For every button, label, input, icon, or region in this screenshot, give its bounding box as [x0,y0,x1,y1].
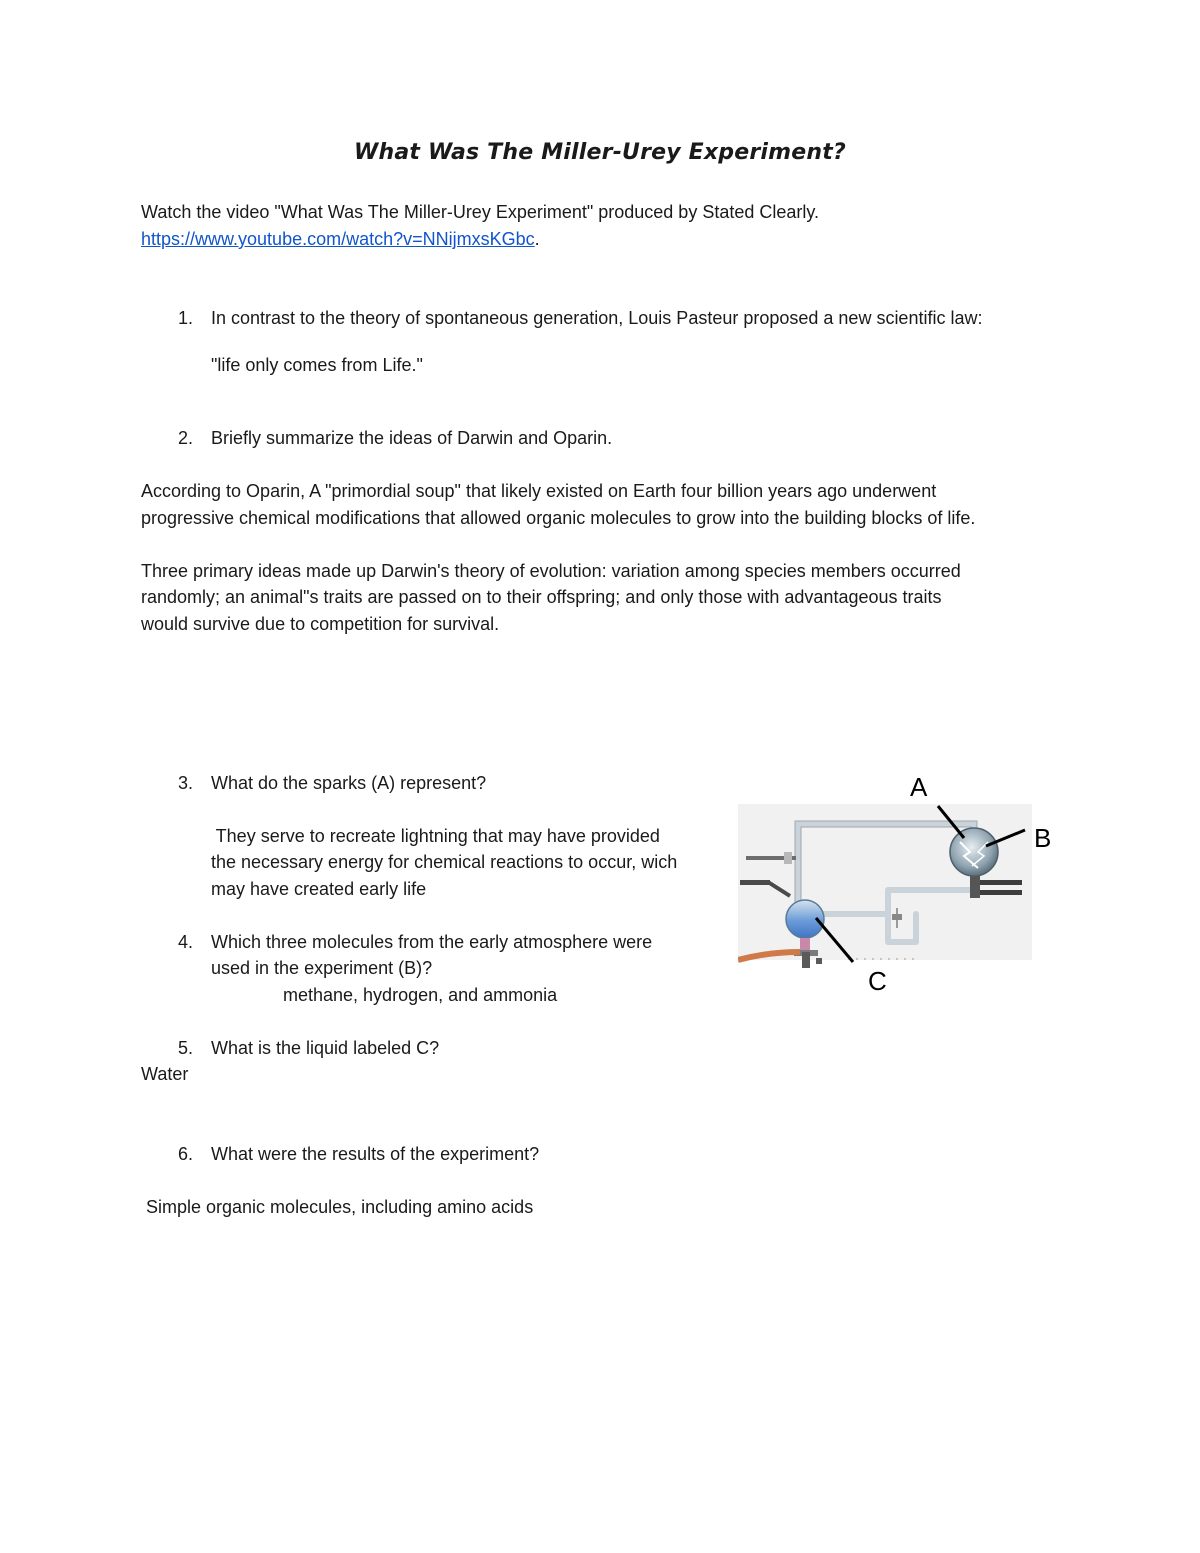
question-number: 3. [177,773,193,793]
answer-2-darwin-line: Three primary ideas made up Darwin's theory of evolution: variation among species members occurred [141,561,961,581]
answer-2-oparin-line: According to Oparin, A "primordial soup" that likely existed on Earth four billion years ago underwent [141,481,937,501]
answer-2-oparin-line: progressive chemical modifications that allowed organic molecules to grow into the building blocks of life. [141,508,976,528]
page-title: What Was The Miller-Urey Experiment? [354,140,846,165]
label-a: A [910,772,928,802]
miller-urey-apparatus-diagram [738,772,1058,1000]
stopcock [740,880,770,885]
answer-1: "life only comes from Life." [211,355,423,375]
question-1: In contrast to the theory of spontaneous generation, Louis Pasteur proposed a new scientific law: [211,308,983,328]
question-4-line: used in the experiment (B)? [211,958,433,978]
question-6: What were the results of the experiment? [211,1144,540,1164]
question-number: 6. [177,1144,193,1164]
gas-flask [950,828,998,876]
answer-3-line: may have created early life [211,879,427,899]
answer-5: Water [141,1064,189,1084]
label-c: C [868,966,887,996]
answer-2-darwin-line: randomly; an animal"s traits are passed on to their offspring; and only those with advantageous traits [141,587,942,607]
answer-3-line: the necessary energy for chemical reactions to occur, wich [211,852,678,872]
question-number: 5. [177,1038,193,1058]
answer-4: methane, hydrogen, and ammonia [283,985,558,1005]
question-number: 1. [177,308,193,328]
question-4-line: Which three molecules from the early atmosphere were [211,932,653,952]
link-suffix: . [534,229,540,249]
intro-text: Watch the video "What Was The Miller-Urey Experiment" produced by Stated Clearly. [141,202,820,222]
question-number: 2. [177,428,193,448]
video-link[interactable]: https://www.youtube.com/watch?v=NNijmxsKGbc [141,229,535,249]
answer-6: Simple organic molecules, including amino acids [141,1197,534,1217]
question-2: Briefly summarize the ideas of Darwin and Oparin. [211,428,613,448]
question-3: What do the sparks (A) represent? [211,773,487,793]
question-5: What is the liquid labeled C? [211,1038,440,1058]
answer-3-line: They serve to recreate lightning that may have provided [211,826,660,846]
intro-link-line [141,226,540,253]
question-number: 4. [177,932,193,952]
label-b: B [1034,823,1052,853]
answer-2-darwin-line: would survive due to competition for survival. [141,614,500,634]
